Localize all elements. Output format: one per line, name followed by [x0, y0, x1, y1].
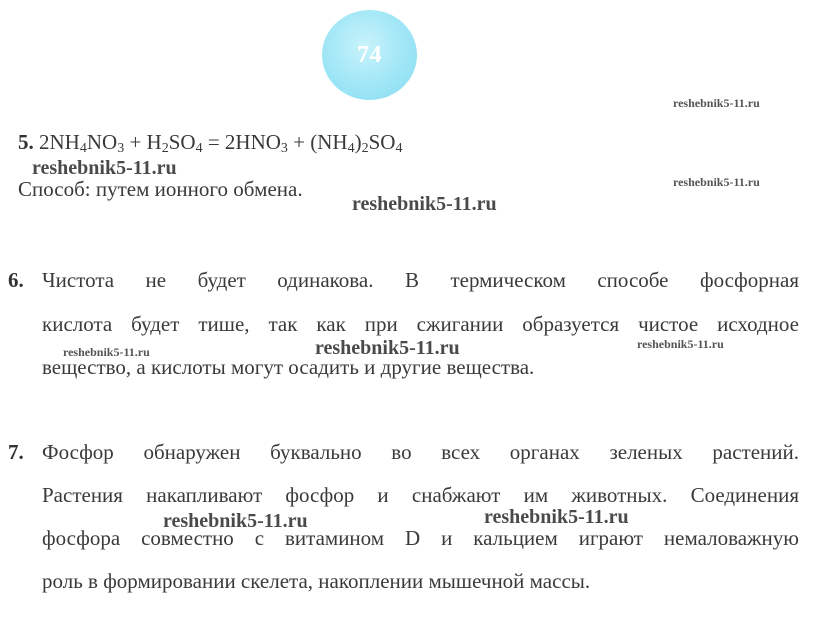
item-5-method: Способ: путем ионного обмена. — [18, 177, 303, 201]
watermark: reshebnik5-11.ru — [484, 506, 629, 528]
page-number: 74 — [357, 41, 382, 68]
watermark: reshebnik5-11.ru — [63, 345, 150, 359]
watermark: reshebnik5-11.ru — [315, 337, 460, 359]
item-7-line-4: роль в формировании скелета, накоплении мышечной массы. — [42, 569, 591, 593]
item-7-line-3: фосфора совместно с витамином D и кальцием играют немаловажную — [42, 526, 799, 550]
page-number-badge — [322, 10, 417, 100]
watermark: reshebnik5-11.ru — [32, 157, 177, 179]
item-6-line-2: кислота будет тише, так как при сжигании образуется чистое исходное — [42, 312, 799, 336]
item-7-line-2: Растения накапливают фосфор и снабжают им животных. Соединения — [42, 483, 799, 507]
item-5-equation: $2NH_4NO_3 + H_2SO_4 = 2HNO_3 + (NH_4)_2SO_4$ — [39, 130, 403, 156]
watermark: reshebnik5-11.ru — [352, 193, 497, 215]
item-6-line-1: Чистота не будет одинакова. В термическом способе фосфорная — [42, 268, 799, 292]
item-5-equation-line — [18, 130, 403, 156]
item-6-number: 6. — [8, 268, 24, 292]
watermark: reshebnik5-11.ru — [673, 96, 760, 110]
watermark: reshebnik5-11.ru — [637, 337, 724, 351]
item-5-number: 5. — [18, 130, 34, 154]
item-6-line-3: вещество, а кислоты могут осадить и другие вещества. — [42, 355, 535, 379]
item-7-number: 7. — [8, 440, 24, 464]
watermark: reshebnik5-11.ru — [163, 510, 308, 532]
watermark: reshebnik5-11.ru — [673, 175, 760, 189]
item-7-line-1: Фосфор обнаружен буквально во всех органах зеленых растений. — [42, 440, 799, 464]
